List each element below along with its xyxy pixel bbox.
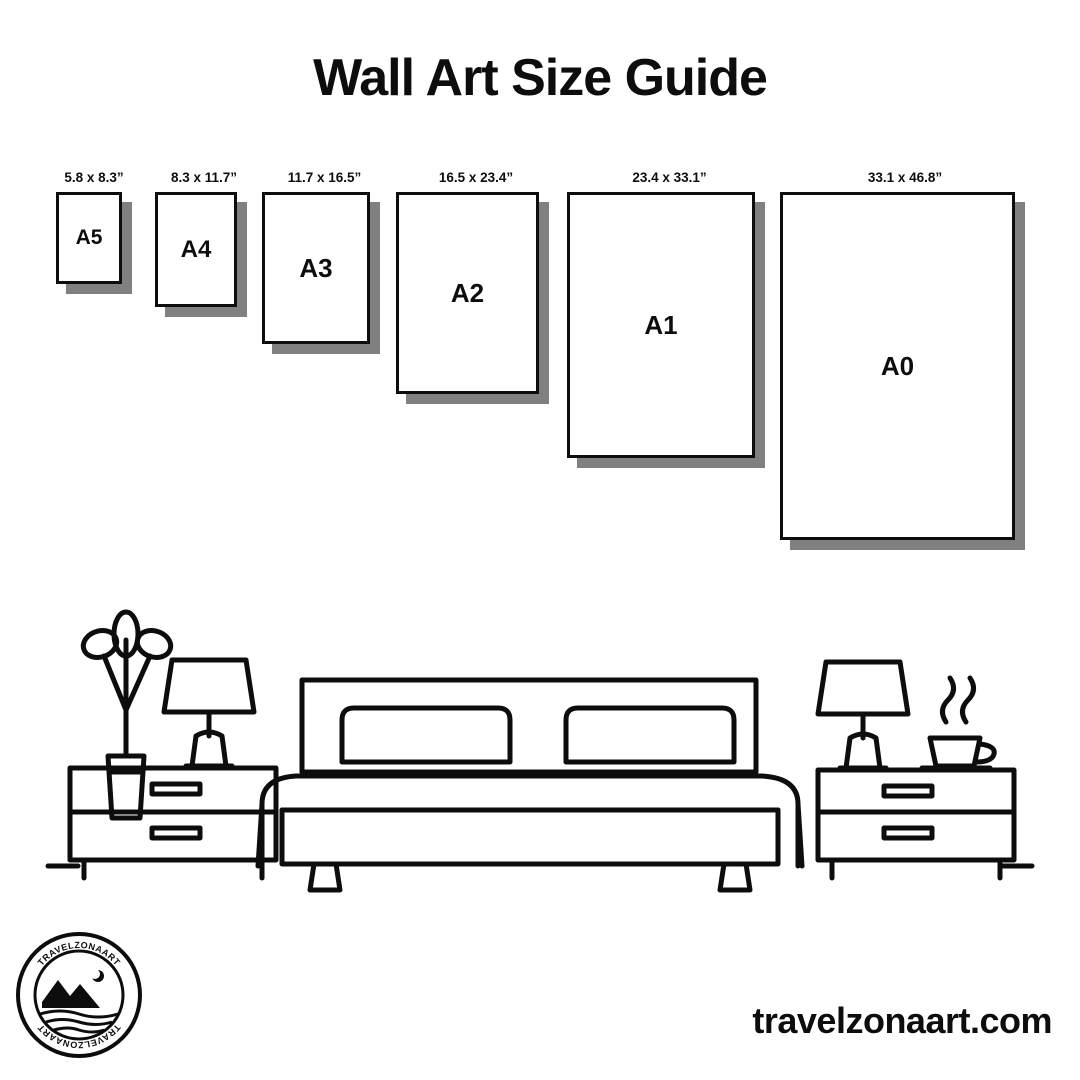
frame-a3[interactable] [262,192,370,344]
logo-bottom-text: TRAVELZONAART [35,1022,123,1051]
website-url[interactable]: travelzonaart.com [752,1000,1052,1041]
logo-top-text: TRAVELZONAART [35,939,123,968]
size-dimensions-a3: 11.7 x 16.5” [287,170,362,185]
frame-a1[interactable] [567,192,755,458]
frame-a2[interactable] [396,192,539,394]
table-lamp-left [164,660,254,766]
nightstand-left [70,768,276,878]
size-comparison-chart [0,170,1080,590]
size-item-a1[interactable] [567,170,772,500]
frame-label-a4: A4 [180,235,212,263]
frame-label-a0: A0 [880,350,915,381]
page-title: Wall Art Size Guide [313,49,767,107]
frame-label-a2: A2 [450,277,485,308]
size-dimensions-a4: 8.3 x 11.7” [170,170,238,185]
frame-label-a1: A1 [644,309,678,340]
bedroom-furniture-illustration [0,560,1080,920]
bed [258,680,802,890]
table-lamp-right [818,662,908,768]
size-item-a4[interactable] [155,170,253,330]
frame-a0[interactable] [780,192,1015,540]
frame-a4[interactable] [155,192,237,307]
plant-vase [80,612,174,818]
nightstand-right [818,770,1014,878]
size-item-a2[interactable] [396,170,556,435]
frame-label-a3: A3 [299,252,333,283]
brand-logo[interactable] [14,930,144,1060]
size-dimensions-a0: 33.1 x 46.8” [867,170,943,185]
size-item-a3[interactable] [262,170,387,385]
logo-mountain-moon-icon [40,969,118,1032]
size-item-a5[interactable] [56,170,132,290]
frame-label-a5: A5 [75,226,103,249]
size-dimensions-a1: 23.4 x 33.1” [632,170,707,185]
frame-a5[interactable] [56,192,122,284]
size-dimensions-a2: 16.5 x 23.4” [438,170,514,185]
coffee-cup [922,678,994,768]
size-dimensions-a5: 5.8 x 8.3” [64,170,124,185]
size-item-a0[interactable] [780,170,1030,590]
